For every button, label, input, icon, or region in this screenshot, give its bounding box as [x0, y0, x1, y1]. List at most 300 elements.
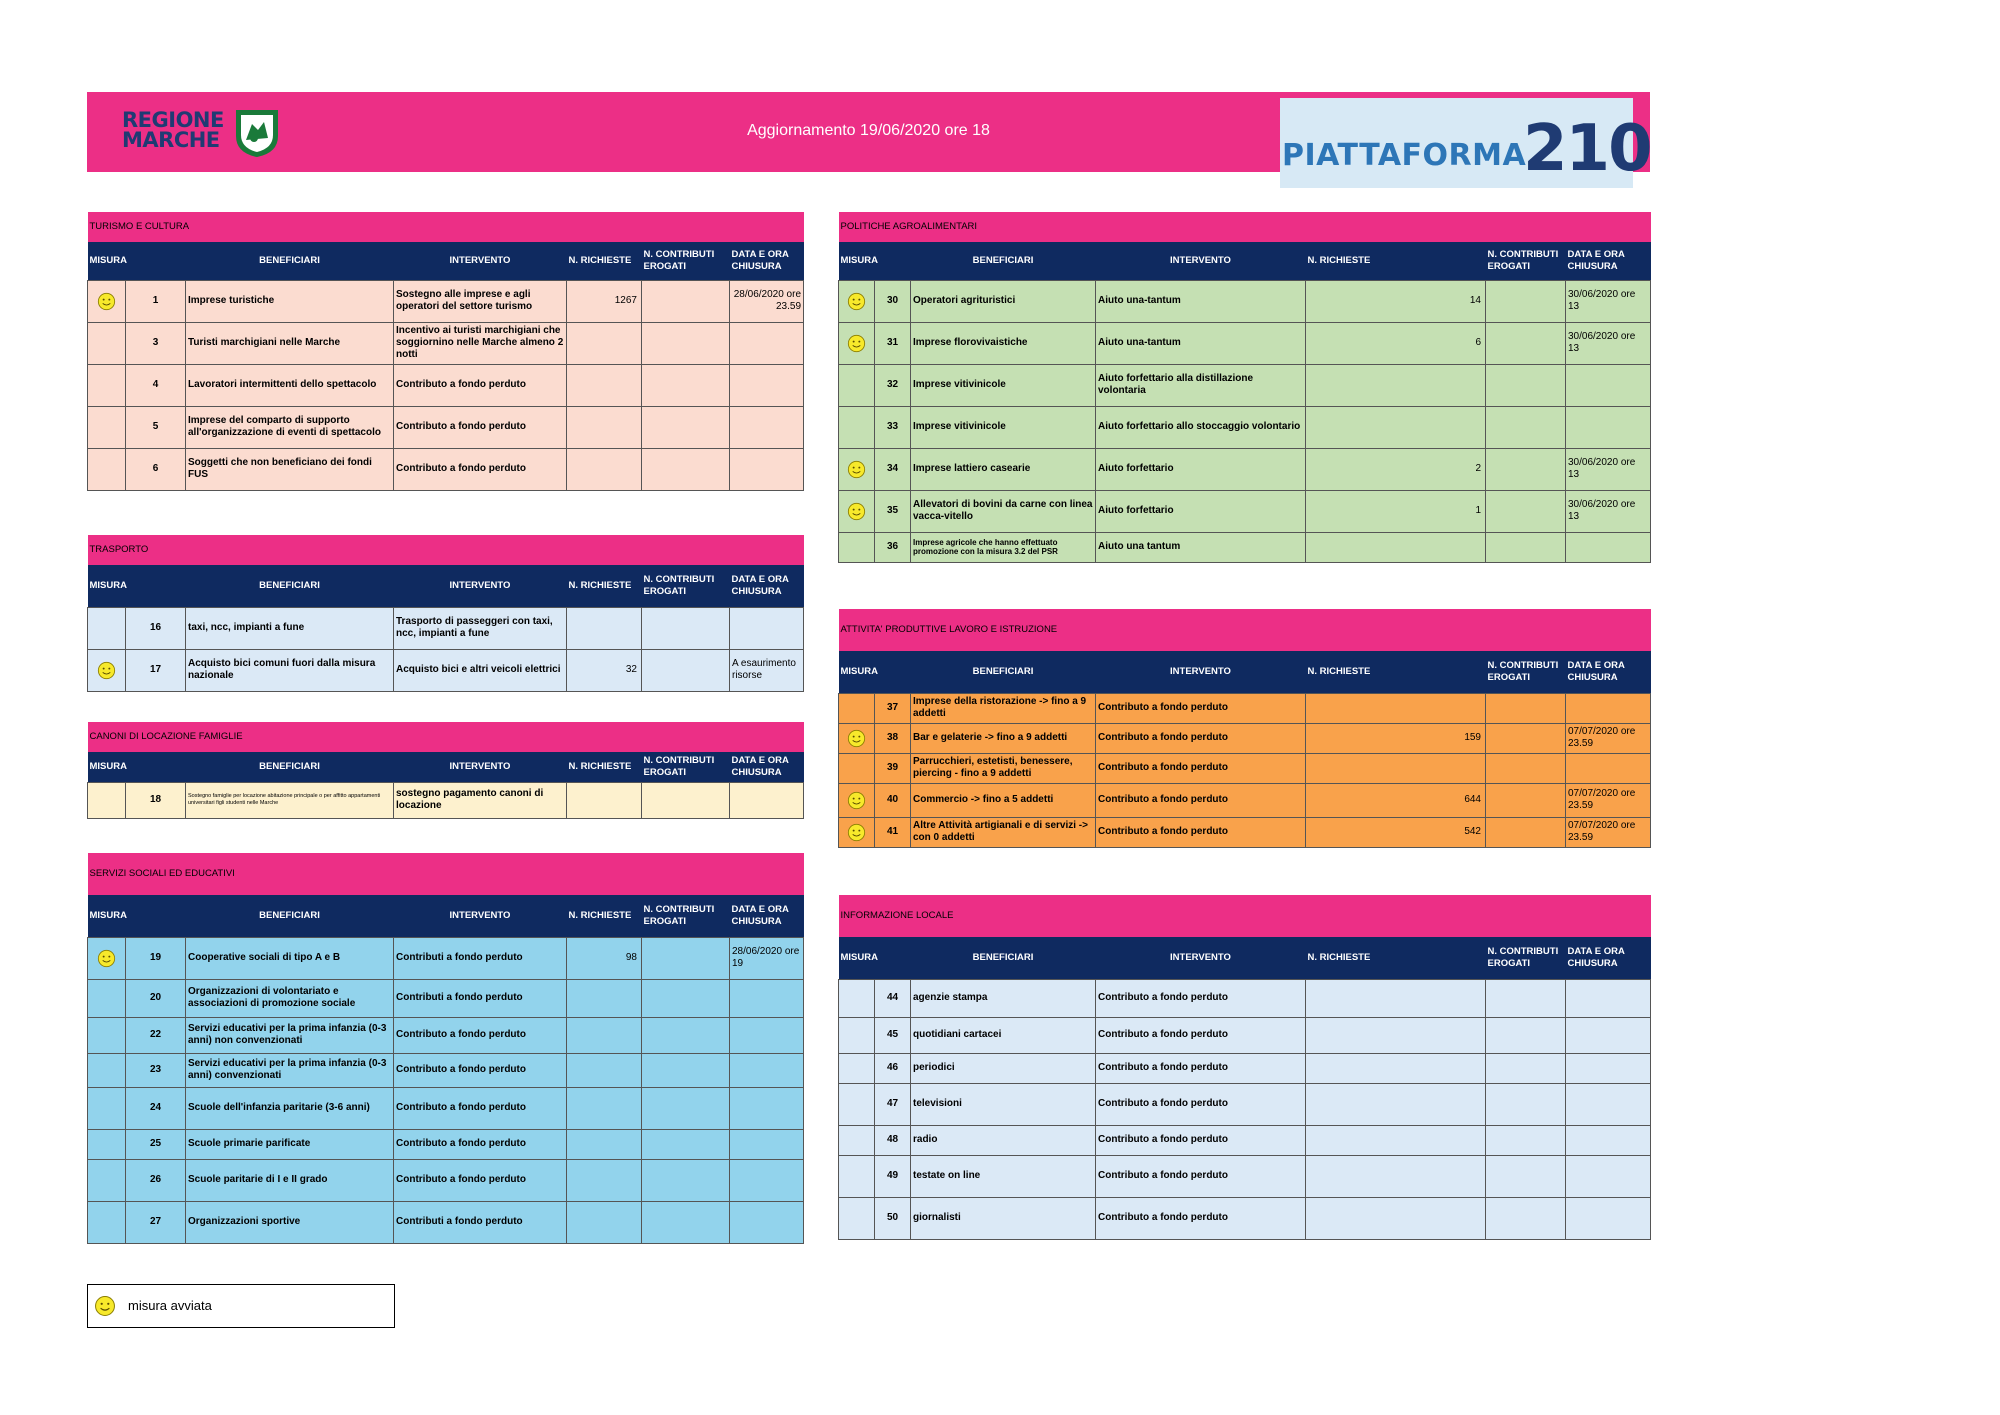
contributi-cell	[642, 979, 730, 1017]
table-row	[839, 406, 1651, 448]
data-chiusura-cell	[1566, 1053, 1651, 1083]
status-cell	[88, 979, 126, 1017]
intervento-cell: Contributo a fondo perduto	[1096, 1017, 1306, 1053]
richieste-cell	[567, 1201, 642, 1243]
table-row	[88, 979, 804, 1017]
misura-number: 31	[875, 322, 911, 364]
status-cell	[839, 1125, 875, 1155]
status-cell	[839, 979, 875, 1017]
richieste-cell	[1306, 1017, 1486, 1053]
misura-number: 34	[875, 448, 911, 490]
richieste-cell: 644	[1306, 783, 1486, 817]
status-cell	[88, 1159, 126, 1201]
intervento-cell: Incentivo ai turisti marchigiani che soggiornino nelle Marche almeno 2 notti	[394, 322, 567, 364]
intervento-cell: Aiuto una tantum	[1096, 532, 1306, 562]
data-chiusura-cell	[1566, 1017, 1651, 1053]
col-richieste: N. RICHIESTE	[567, 242, 642, 280]
col-beneficiari: BENEFICIARI	[911, 242, 1096, 280]
misura-number: 38	[875, 723, 911, 753]
col-intervento: INTERVENTO	[394, 752, 567, 782]
richieste-cell	[567, 607, 642, 649]
table-attivita	[838, 609, 1651, 848]
beneficiari-cell: Servizi educativi per la prima infanzia (0-3 anni) convenzionati	[186, 1053, 394, 1087]
richieste-cell	[567, 1159, 642, 1201]
col-misura: MISURA	[839, 651, 911, 693]
table-row	[88, 1017, 804, 1053]
table-row	[88, 280, 804, 322]
data-chiusura-cell	[730, 1017, 804, 1053]
data-chiusura-cell	[730, 448, 804, 490]
contributi-cell	[1486, 1197, 1566, 1239]
richieste-cell	[567, 979, 642, 1017]
col-misura: MISURA	[88, 895, 186, 937]
col-intervento: INTERVENTO	[394, 895, 567, 937]
intervento-cell: Contributo a fondo perduto	[394, 1053, 567, 1087]
intervento-cell: Contributi a fondo perduto	[394, 979, 567, 1017]
richieste-cell	[1306, 364, 1486, 406]
status-cell	[88, 1017, 126, 1053]
beneficiari-cell: Parrucchieri, estetisti, benessere, piercing - fino a 9 addetti	[911, 753, 1096, 783]
intervento-cell: Contributo a fondo perduto	[1096, 753, 1306, 783]
misura-number: 45	[875, 1017, 911, 1053]
contributi-cell	[1486, 322, 1566, 364]
data-chiusura-cell	[1566, 406, 1651, 448]
section-title: TRASPORTO	[88, 535, 804, 565]
contributi-cell	[642, 782, 730, 818]
section-title: ATTIVITA' PRODUTTIVE LAVORO E ISTRUZIONE	[839, 609, 1651, 651]
misura-number: 41	[875, 817, 911, 847]
data-chiusura-cell	[1566, 532, 1651, 562]
status-cell	[839, 1155, 875, 1197]
data-chiusura-cell	[1566, 364, 1651, 406]
status-cell	[839, 817, 875, 847]
richieste-cell	[1306, 753, 1486, 783]
intervento-cell: Contributo a fondo perduto	[1096, 783, 1306, 817]
col-contributi: N. CONTRIBUTI EROGATI	[642, 895, 730, 937]
richieste-cell: 32	[567, 649, 642, 691]
data-chiusura-cell: 07/07/2020 ore 23.59	[1566, 817, 1651, 847]
table-row	[88, 1159, 804, 1201]
misura-number: 18	[126, 782, 186, 818]
richieste-cell	[1306, 1155, 1486, 1197]
intervento-cell: Contributo a fondo perduto	[1096, 693, 1306, 723]
brand-text: PIATTAFORMA	[1282, 138, 1527, 173]
col-misura: MISURA	[839, 937, 911, 979]
contributi-cell	[1486, 1155, 1566, 1197]
misura-number: 46	[875, 1053, 911, 1083]
data-chiusura-cell	[730, 1129, 804, 1159]
section-title: SERVIZI SOCIALI ED EDUCATIVI	[88, 853, 804, 895]
richieste-cell	[1306, 532, 1486, 562]
smiley-icon	[97, 292, 116, 311]
intervento-cell: Contributo a fondo perduto	[394, 1017, 567, 1053]
misura-number: 36	[875, 532, 911, 562]
col-richieste: N. RICHIESTE	[567, 895, 642, 937]
col-richieste: N. RICHIESTE	[567, 752, 642, 782]
contributi-cell	[642, 364, 730, 406]
richieste-cell: 1	[1306, 490, 1486, 532]
table-row	[839, 448, 1651, 490]
col-contributi: N. CONTRIBUTI EROGATI	[642, 242, 730, 280]
richieste-cell: 2	[1306, 448, 1486, 490]
beneficiari-cell: Turisti marchigiani nelle Marche	[186, 322, 394, 364]
col-intervento: INTERVENTO	[394, 565, 567, 607]
table-row	[88, 649, 804, 691]
section-title: INFORMAZIONE LOCALE	[839, 895, 1651, 937]
table-row	[839, 532, 1651, 562]
intervento-cell: Contributo a fondo perduto	[1096, 1197, 1306, 1239]
table-row	[88, 1201, 804, 1243]
table-row	[88, 406, 804, 448]
data-chiusura-cell	[730, 322, 804, 364]
status-cell	[839, 723, 875, 753]
intervento-cell: Aiuto forfettario	[1096, 490, 1306, 532]
table-row	[839, 1083, 1651, 1125]
column-header-row	[88, 752, 804, 782]
col-data: DATA E ORA CHIUSURA	[1566, 651, 1651, 693]
beneficiari-cell: Imprese lattiero casearie	[911, 448, 1096, 490]
intervento-cell: Sostegno alle imprese e agli operatori del settore turismo	[394, 280, 567, 322]
col-intervento: INTERVENTO	[1096, 651, 1306, 693]
misura-number: 26	[126, 1159, 186, 1201]
richieste-cell: 98	[567, 937, 642, 979]
data-chiusura-cell: 30/06/2020 ore 13	[1566, 490, 1651, 532]
table-row	[88, 1087, 804, 1129]
col-data: DATA E ORA CHIUSURA	[730, 752, 804, 782]
col-richieste: N. RICHIESTE	[567, 565, 642, 607]
intervento-cell: Aiuto una-tantum	[1096, 280, 1306, 322]
beneficiari-cell: radio	[911, 1125, 1096, 1155]
col-beneficiari: BENEFICIARI	[186, 242, 394, 280]
table-row	[839, 1017, 1651, 1053]
table-row	[839, 817, 1651, 847]
misura-number: 48	[875, 1125, 911, 1155]
misura-number: 39	[875, 753, 911, 783]
col-data: DATA E ORA CHIUSURA	[730, 565, 804, 607]
richieste-cell	[567, 1053, 642, 1087]
beneficiari-cell: Altre Attività artigianali e di servizi -> con 0 addetti	[911, 817, 1096, 847]
beneficiari-cell: Imprese del comparto di supporto all'organizzazione di eventi di spettacolo	[186, 406, 394, 448]
smiley-icon	[847, 502, 866, 521]
beneficiari-cell: taxi, ncc, impianti a fune	[186, 607, 394, 649]
col-contributi: N. CONTRIBUTI EROGATI	[1486, 242, 1566, 280]
col-beneficiari: BENEFICIARI	[186, 752, 394, 782]
contributi-cell	[1486, 1053, 1566, 1083]
intervento-cell: Contributo a fondo perduto	[394, 1087, 567, 1129]
contributi-cell	[1486, 364, 1566, 406]
contributi-cell	[1486, 753, 1566, 783]
update-timestamp: Aggiornamento 19/06/2020 ore 18	[747, 122, 990, 139]
intervento-cell: sostegno pagamento canoni di locazione	[394, 782, 567, 818]
smiley-icon	[847, 460, 866, 479]
table-row	[88, 1053, 804, 1087]
data-chiusura-cell: A esaurimento risorse	[730, 649, 804, 691]
table-row	[88, 937, 804, 979]
contributi-cell	[642, 322, 730, 364]
smiley-icon	[847, 823, 866, 842]
col-misura: MISURA	[839, 242, 911, 280]
column-header-row	[88, 242, 804, 280]
intervento-cell: Contributo a fondo perduto	[1096, 1083, 1306, 1125]
status-cell	[88, 448, 126, 490]
status-cell	[839, 364, 875, 406]
richieste-cell	[1306, 693, 1486, 723]
data-chiusura-cell	[730, 1087, 804, 1129]
data-chiusura-cell: 30/06/2020 ore 13	[1566, 322, 1651, 364]
table-row	[88, 782, 804, 818]
contributi-cell	[642, 406, 730, 448]
section-title: POLITICHE AGROALIMENTARI	[839, 212, 1651, 242]
status-cell	[839, 1197, 875, 1239]
table-row	[88, 1129, 804, 1159]
intervento-cell: Contributo a fondo perduto	[1096, 817, 1306, 847]
status-cell	[839, 783, 875, 817]
status-cell	[839, 753, 875, 783]
intervento-cell: Contributo a fondo perduto	[394, 1129, 567, 1159]
col-data: DATA E ORA CHIUSURA	[730, 242, 804, 280]
column-header-row	[88, 565, 804, 607]
beneficiari-cell: Servizi educativi per la prima infanzia (0-3 anni) non convenzionati	[186, 1017, 394, 1053]
smiley-icon	[94, 1295, 116, 1317]
misura-number: 50	[875, 1197, 911, 1239]
beneficiari-cell: giornalisti	[911, 1197, 1096, 1239]
data-chiusura-cell	[1566, 1125, 1651, 1155]
table-trasporto	[87, 535, 804, 692]
richieste-cell	[567, 782, 642, 818]
richieste-cell	[1306, 406, 1486, 448]
status-cell	[839, 532, 875, 562]
logo-line2: MARCHE	[122, 128, 220, 152]
contributi-cell	[642, 649, 730, 691]
richieste-cell: 542	[1306, 817, 1486, 847]
section-title-row	[839, 895, 1651, 937]
contributi-cell	[1486, 490, 1566, 532]
col-richieste: N. RICHIESTE	[1306, 937, 1486, 979]
logo-line1: REGIONE	[122, 108, 224, 132]
status-cell	[88, 364, 126, 406]
status-cell	[839, 406, 875, 448]
status-cell	[88, 607, 126, 649]
status-cell	[839, 490, 875, 532]
richieste-cell	[567, 448, 642, 490]
beneficiari-cell: Bar e gelaterie -> fino a 9 addetti	[911, 723, 1096, 753]
misura-number: 37	[875, 693, 911, 723]
section-title: TURISMO E CULTURA	[88, 212, 804, 242]
table-row	[88, 607, 804, 649]
contributi-cell	[1486, 1125, 1566, 1155]
col-misura: MISURA	[88, 752, 186, 782]
richieste-cell: 6	[1306, 322, 1486, 364]
contributi-cell	[642, 1201, 730, 1243]
contributi-cell	[642, 607, 730, 649]
column-header-row	[839, 242, 1651, 280]
data-chiusura-cell: 07/07/2020 ore 23.59	[1566, 783, 1651, 817]
status-cell	[88, 1087, 126, 1129]
table-row	[839, 322, 1651, 364]
beneficiari-cell: Acquisto bici comuni fuori dalla misura nazionale	[186, 649, 394, 691]
beneficiari-cell: Imprese agricole che hanno effettuato promozione con la misura 3.2 del PSR	[911, 532, 1096, 562]
misura-number: 32	[875, 364, 911, 406]
col-data: DATA E ORA CHIUSURA	[1566, 937, 1651, 979]
section-title-row	[839, 212, 1651, 242]
table-row	[839, 490, 1651, 532]
table-row	[839, 280, 1651, 322]
section-title-row	[88, 853, 804, 895]
legend	[87, 1284, 395, 1328]
richieste-cell: 14	[1306, 280, 1486, 322]
smiley-icon	[847, 334, 866, 353]
intervento-cell: Aiuto forfettario	[1096, 448, 1306, 490]
misura-number: 47	[875, 1083, 911, 1125]
contributi-cell	[1486, 979, 1566, 1017]
col-richieste: N. RICHIESTE	[1306, 242, 1486, 280]
smiley-icon	[97, 661, 116, 680]
beneficiari-cell: Allevatori di bovini da carne con linea vacca-vitello	[911, 490, 1096, 532]
column-header-row	[88, 895, 804, 937]
smiley-icon	[847, 729, 866, 748]
col-data: DATA E ORA CHIUSURA	[1566, 242, 1651, 280]
table-row	[839, 364, 1651, 406]
richieste-cell	[1306, 1083, 1486, 1125]
status-cell	[88, 937, 126, 979]
misura-number: 35	[875, 490, 911, 532]
intervento-cell: Aiuto forfettario allo stoccaggio volontario	[1096, 406, 1306, 448]
table-row	[839, 1053, 1651, 1083]
table-row	[839, 1197, 1651, 1239]
table-row	[88, 364, 804, 406]
data-chiusura-cell	[730, 406, 804, 448]
intervento-cell: Contributo a fondo perduto	[394, 448, 567, 490]
data-chiusura-cell	[730, 607, 804, 649]
status-cell	[88, 322, 126, 364]
misura-number: 23	[126, 1053, 186, 1087]
section-title-row	[88, 212, 804, 242]
col-beneficiari: BENEFICIARI	[186, 895, 394, 937]
col-intervento: INTERVENTO	[394, 242, 567, 280]
col-contributi: N. CONTRIBUTI EROGATI	[642, 752, 730, 782]
misura-number: 22	[126, 1017, 186, 1053]
smiley-icon	[847, 292, 866, 311]
contributi-cell	[642, 937, 730, 979]
intervento-cell: Contributo a fondo perduto	[1096, 723, 1306, 753]
legend-label: misura avviata	[128, 1298, 212, 1313]
intervento-cell: Contributo a fondo perduto	[1096, 979, 1306, 1017]
misura-number: 19	[126, 937, 186, 979]
col-intervento: INTERVENTO	[1096, 242, 1306, 280]
richieste-cell	[567, 1129, 642, 1159]
status-cell	[88, 1129, 126, 1159]
contributi-cell	[1486, 280, 1566, 322]
contributi-cell	[1486, 448, 1566, 490]
richieste-cell	[1306, 979, 1486, 1017]
section-title-row	[88, 535, 804, 565]
column-header-row	[839, 937, 1651, 979]
col-intervento: INTERVENTO	[1096, 937, 1306, 979]
table-turismo	[87, 212, 804, 491]
contributi-cell	[642, 1159, 730, 1201]
beneficiari-cell: Operatori agrituristici	[911, 280, 1096, 322]
status-cell	[88, 406, 126, 448]
status-cell	[88, 782, 126, 818]
intervento-cell: Contributo a fondo perduto	[1096, 1155, 1306, 1197]
table-row	[839, 783, 1651, 817]
intervento-cell: Acquisto bici e altri veicoli elettrici	[394, 649, 567, 691]
contributi-cell	[642, 1017, 730, 1053]
contributi-cell	[1486, 406, 1566, 448]
beneficiari-cell: Organizzazioni sportive	[186, 1201, 394, 1243]
misura-number: 40	[875, 783, 911, 817]
data-chiusura-cell	[730, 782, 804, 818]
beneficiari-cell: Imprese florovivaistiche	[911, 322, 1096, 364]
table-info	[838, 895, 1651, 1240]
beneficiari-cell: Soggetti che non beneficiano dei fondi FUS	[186, 448, 394, 490]
richieste-cell	[567, 322, 642, 364]
col-beneficiari: BENEFICIARI	[911, 651, 1096, 693]
richieste-cell	[1306, 1197, 1486, 1239]
table-row	[88, 322, 804, 364]
richieste-cell	[567, 1087, 642, 1129]
table-agro	[838, 212, 1651, 563]
col-misura: MISURA	[88, 242, 186, 280]
table-row	[839, 723, 1651, 753]
richieste-cell	[567, 406, 642, 448]
misura-number: 24	[126, 1087, 186, 1129]
misura-number: 6	[126, 448, 186, 490]
misura-number: 33	[875, 406, 911, 448]
table-row	[839, 693, 1651, 723]
status-cell	[839, 322, 875, 364]
status-cell	[839, 1017, 875, 1053]
col-contributi: N. CONTRIBUTI EROGATI	[642, 565, 730, 607]
intervento-cell: Contributo a fondo perduto	[394, 1159, 567, 1201]
col-contributi: N. CONTRIBUTI EROGATI	[1486, 937, 1566, 979]
col-misura: MISURA	[88, 565, 186, 607]
table-row	[839, 979, 1651, 1017]
data-chiusura-cell	[1566, 1155, 1651, 1197]
section-title: CANONI DI LOCAZIONE FAMIGLIE	[88, 722, 804, 752]
data-chiusura-cell	[730, 1053, 804, 1087]
contributi-cell	[642, 1087, 730, 1129]
status-cell	[88, 1053, 126, 1087]
contributi-cell	[642, 280, 730, 322]
beneficiari-cell: quotidiani cartacei	[911, 1017, 1096, 1053]
status-cell	[839, 280, 875, 322]
misura-number: 30	[875, 280, 911, 322]
misura-number: 3	[126, 322, 186, 364]
table-row	[839, 753, 1651, 783]
intervento-cell: Contributi a fondo perduto	[394, 1201, 567, 1243]
beneficiari-cell: televisioni	[911, 1083, 1096, 1125]
contributi-cell	[1486, 693, 1566, 723]
contributi-cell	[1486, 1083, 1566, 1125]
status-cell	[839, 693, 875, 723]
beneficiari-cell: Organizzazioni di volontariato e associazioni di promozione sociale	[186, 979, 394, 1017]
smiley-icon	[97, 949, 116, 968]
beneficiari-cell: agenzie stampa	[911, 979, 1096, 1017]
data-chiusura-cell: 30/06/2020 ore 13	[1566, 448, 1651, 490]
richieste-cell	[567, 1017, 642, 1053]
richieste-cell	[567, 364, 642, 406]
data-chiusura-cell	[1566, 753, 1651, 783]
richieste-cell: 159	[1306, 723, 1486, 753]
intervento-cell: Contributi a fondo perduto	[394, 937, 567, 979]
richieste-cell: 1267	[567, 280, 642, 322]
section-title-row	[88, 722, 804, 752]
data-chiusura-cell	[1566, 1197, 1651, 1239]
status-cell	[839, 1083, 875, 1125]
misura-number: 20	[126, 979, 186, 1017]
data-chiusura-cell: 28/06/2020 ore 19	[730, 937, 804, 979]
